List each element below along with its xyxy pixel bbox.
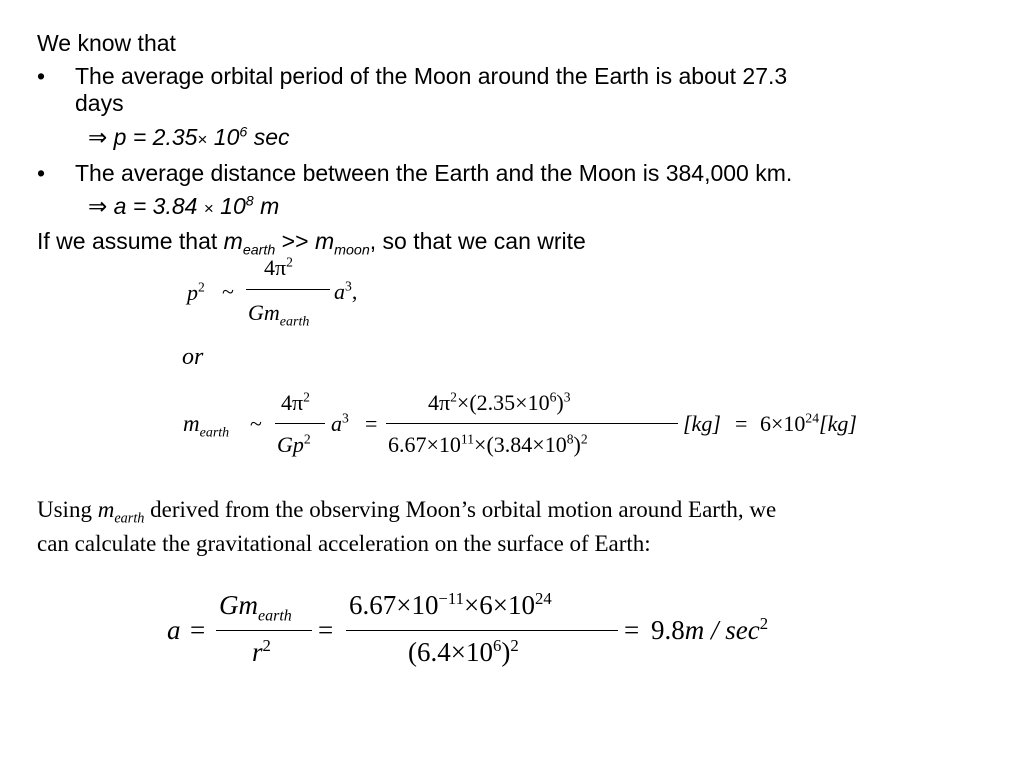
- eq3-f2-bar: [346, 630, 618, 631]
- eq3-f1-bar: [216, 630, 312, 631]
- paragraph-line1: Using $m_{earth}$ derived from the observing Moon’s orbital motion around Earth, we: [37, 497, 777, 527]
- bullet-marker: •: [37, 160, 46, 186]
- result-period-lhs: p = 2.35: [113, 124, 198, 150]
- eq3-result: $9.8m / \sec^2$: [651, 614, 769, 645]
- bullet1-line1: The average orbital period of the Moon around the Earth is about 27.3: [75, 63, 788, 89]
- eq2-f2-numerator: $4\pi^2\times(2.35\times 10^6)^3$: [428, 389, 571, 415]
- assumption-sub1: earth: [242, 242, 276, 259]
- eq1-denominator: $Gm_{earth}$: [248, 300, 310, 330]
- assumption-line: [37, 228, 586, 259]
- result-distance: [88, 193, 279, 220]
- eq2-equals2: =: [735, 411, 748, 436]
- times-sign: ×: [203, 199, 214, 218]
- result-period-exp: 6: [239, 124, 248, 141]
- eq2-equals: =: [365, 411, 378, 436]
- eq3-f2-denominator: $(6.4\times 10^6)^2$: [408, 636, 519, 667]
- bullet1-line2: days: [75, 90, 124, 116]
- result-distance-lhs: a = 3.84: [113, 193, 198, 219]
- eq2-f1-numerator: $4\pi^2$: [281, 389, 310, 415]
- result-period-unit: sec: [253, 124, 290, 150]
- eq1-numerator: $4\pi^2$: [264, 254, 293, 280]
- result-period-base: 10: [213, 124, 240, 150]
- assumption-prefix: If we assume that: [37, 228, 224, 254]
- assumption-sub2: moon: [334, 242, 370, 259]
- eq1-lhs: $p^2$: [187, 279, 205, 305]
- eq2-f2-bar: [386, 423, 678, 424]
- eq2-unit1: [kg]: [683, 411, 721, 436]
- eq1-fraction-bar: [246, 289, 330, 290]
- eq3-equals2: =: [318, 615, 334, 645]
- eq3-f2-numerator: $6.67\times 10^{-11}\times 6\times 10^{24}$: [349, 589, 552, 620]
- implies-arrow: ⇒: [88, 125, 108, 151]
- result-distance-exp: 8: [245, 193, 254, 210]
- eq2-f2-denominator: $6.67\times 10^{11}\times(3.84\times 10^8)^2$: [388, 431, 588, 457]
- eq2-f1-bar: [275, 423, 325, 424]
- eq1-sim: ~: [222, 279, 234, 304]
- assumption-m1: m: [223, 228, 243, 254]
- eq3-f1-denominator: $r^2$: [252, 636, 271, 667]
- assumption-m2: m: [314, 228, 335, 254]
- result-period: [88, 124, 290, 151]
- bullet2-text: The average distance between the Earth and the Moon is 384,000 km.: [75, 160, 793, 186]
- eq3-f1-numerator: $Gm_{earth}$: [219, 590, 292, 625]
- eq3-equals: =: [190, 615, 206, 645]
- eq2-lhs: $m_{earth}$: [183, 411, 230, 441]
- eq2-result: $6\times 10^{24}[kg]$: [760, 410, 857, 436]
- result-distance-unit: m: [260, 193, 280, 219]
- times-sign: ×: [197, 130, 208, 149]
- eq1-rhs: $a^3$,: [334, 278, 358, 304]
- implies-arrow: ⇒: [88, 194, 108, 220]
- eq3-lhs: a: [167, 615, 181, 645]
- paragraph-line2: can calculate the gravitational acceleration on the surface of Earth:: [37, 531, 651, 556]
- eq3-equals3: =: [624, 615, 640, 645]
- or-text: or: [182, 344, 204, 370]
- eq2-sim: ~: [250, 411, 262, 436]
- assumption-mid: >>: [275, 228, 315, 254]
- result-distance-base: 10: [220, 193, 246, 219]
- bullet-marker: •: [37, 63, 46, 89]
- assumption-suffix: , so that we can write: [369, 228, 586, 254]
- eq2-a: $a^3$: [331, 410, 349, 436]
- eq2-f1-denominator: Gp$^2$: [277, 431, 311, 457]
- intro-text: We know that: [37, 30, 176, 56]
